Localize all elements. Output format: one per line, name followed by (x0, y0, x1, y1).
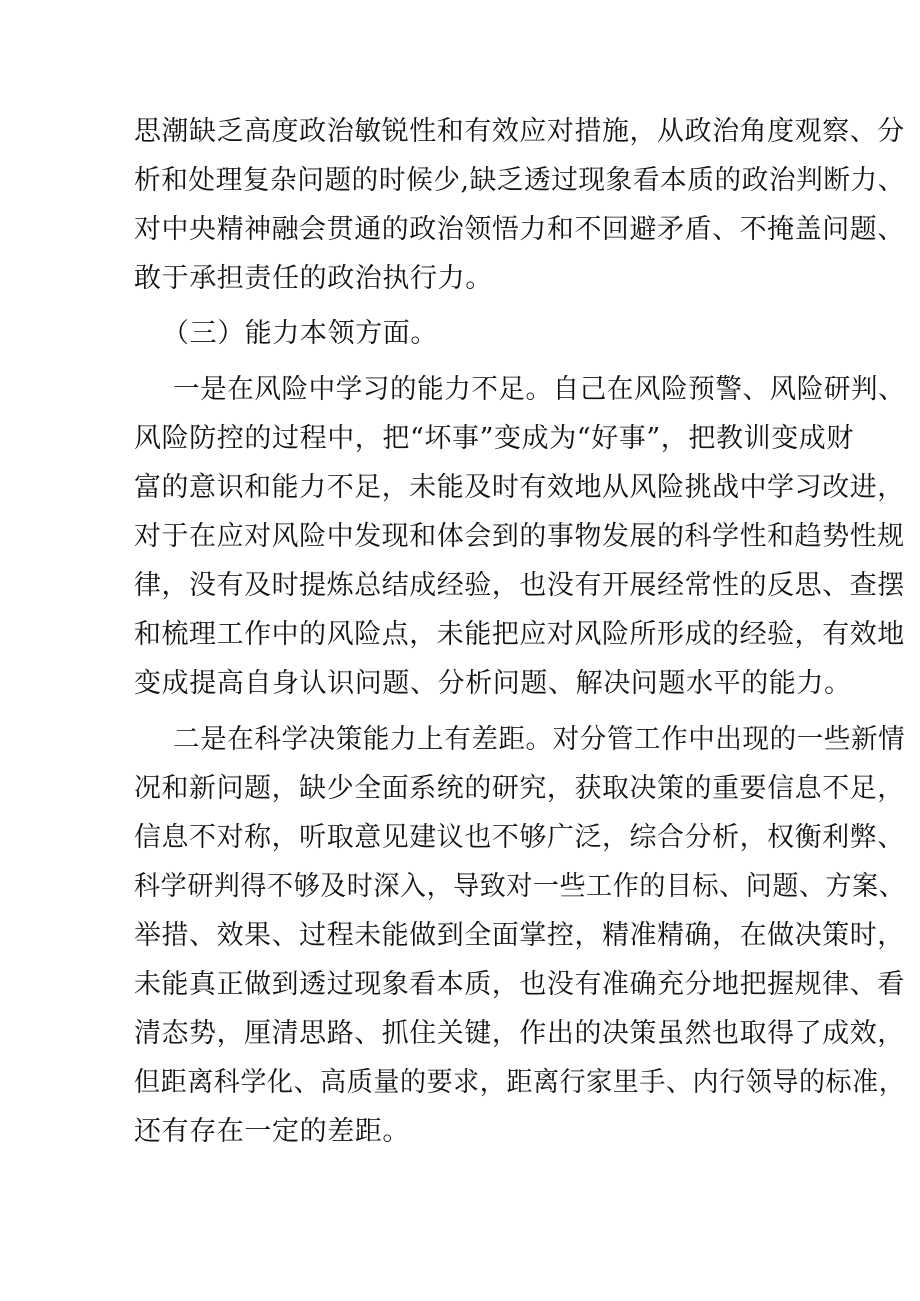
text-line: 思潮缺乏高度政治敏锐性和有效应对措施，从政治角度观察、分 (134, 116, 905, 147)
text-line: 析和处理复杂问题的时候少,缺乏透过现象看本质的政治判断力、 (134, 165, 905, 196)
text-line: 和梳理工作中的风险点，未能把应对风险所形成的经验，有效地 (134, 619, 905, 650)
text-line: 科学研判得不够及时深入，导致对一些工作的目标、问题、方案、 (134, 871, 906, 902)
text-line: 还有存在一定的差距。 (134, 1116, 410, 1147)
text-line: 富的意识和能力不足，未能及时有效地从风险挑战中学习改进， (134, 472, 905, 503)
text-line: 清态势，厘清思路、抓住关键，作出的决策虽然也取得了成效， (134, 1018, 905, 1049)
text-line: 变成提高自身认识问题、分析问题、解决问题水平的能力。 (134, 668, 852, 699)
text-line: 况和新问题，缺少全面系统的研究，获取决策的重要信息不足， (134, 773, 905, 804)
section-heading: （三）能力本领方面。 (162, 318, 438, 349)
text-line: 二是在科学决策能力上有差距。对分管工作中出现的一些新情 (173, 724, 906, 755)
text-line: 敢于承担责任的政治执行力。 (134, 263, 493, 294)
text-line: 对于在应对风险中发现和体会到的事物发展的科学性和趋势性规 (134, 521, 905, 552)
text-line: 未能真正做到透过现象看本质，也没有准确充分地把握规律、看 (134, 969, 905, 1000)
text-line: 举措、效果、过程未能做到全面掌控，精准精确，在做决策时， (134, 920, 905, 951)
text-line: 但距离科学化、高质量的要求，距离行家里手、内行领导的标准， (134, 1067, 906, 1098)
text-line: 风险防控的过程中，把“坏事”变成为“好事”，把教训变成财 (134, 423, 855, 454)
text-line: 律，没有及时提炼总结成经验，也没有开展经常性的反思、查摆 (134, 570, 905, 601)
text-line: 信息不对称，听取意见建议也不够广泛，综合分析，权衡利弊、 (134, 822, 905, 853)
text-line: 一是在风险中学习的能力不足。自己在风险预警、风险研判、 (173, 374, 906, 405)
text-line: 对中央精神融会贯通的政治领悟力和不回避矛盾、不掩盖问题、 (134, 214, 905, 245)
